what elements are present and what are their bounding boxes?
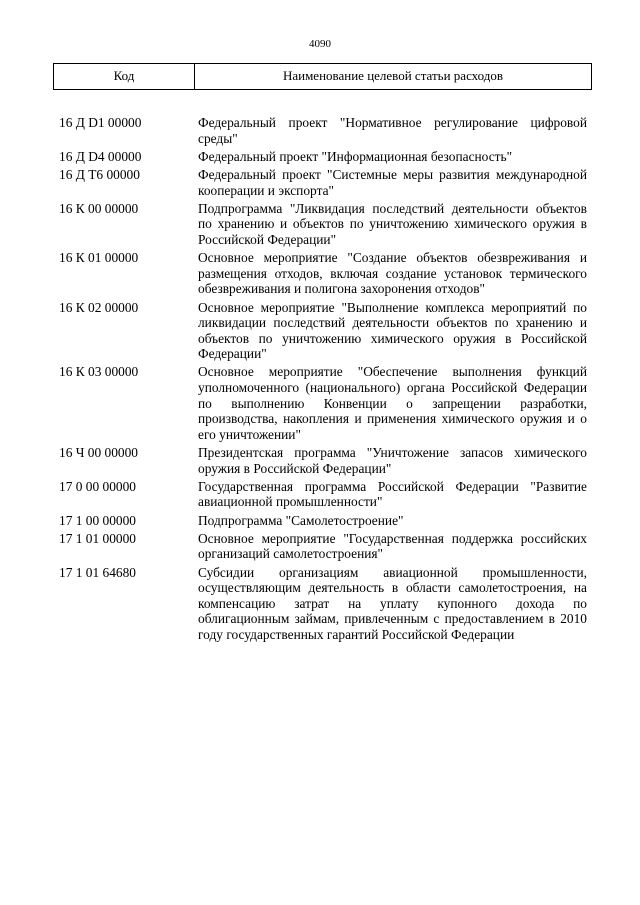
row-code: 16 Д T6 00000 [59, 166, 140, 182]
row-code: 17 1 01 00000 [59, 530, 136, 546]
row-code: 17 0 00 00000 [59, 478, 136, 494]
row-code: 16 Д D4 00000 [59, 148, 142, 164]
row-name: Основное мероприятие "Создание объектов обезвреживания и размещения отходов, включая создание установок термического обезвреживания и полигона захоронения отходов" [198, 250, 587, 297]
row-code: 17 1 01 64680 [59, 564, 136, 580]
row-name: Основное мероприятие "Государственная поддержка российских организаций самолетостроения" [198, 530, 587, 562]
row-name: Федеральный проект "Системные меры развития международной кооперации и экспорта" [198, 166, 587, 198]
row-code: 16 К 02 00000 [59, 299, 139, 315]
table-row [59, 479, 587, 510]
row-name: Субсидии организациям авиационной промышленности, осуществляющим деятельность в области самолетостроения, на компенсацию затрат на уплату купонного дохода по облигационным займам, привлеченным с предоставлением в 2010 году государственных гарантий Российской Федерации [198, 564, 587, 642]
table-row [59, 300, 587, 362]
table-row [59, 531, 587, 562]
row-code: 16 К 01 00000 [59, 250, 139, 266]
row-name: Основное мероприятие "Обеспечение выполнения функций уполномоченного (национального) органа Российской Федерации по выполнению Конвенции о запрещении разработки, производства, накопления и применения химического оружия и о его уничтожении" [198, 364, 587, 442]
table-row [59, 250, 587, 297]
row-name: Президентская программа "Уничтожение запасов химического оружия в Российской Федерации" [198, 445, 587, 476]
row-code: 16 Д D1 00000 [59, 115, 142, 130]
row-name: Государственная программа Российской Федерации "Развитие авиационной промышленности" [198, 478, 587, 510]
table-row [59, 201, 587, 248]
page-number: 4090 [309, 38, 331, 50]
row-name: Федеральный проект "Нормативное регулирование цифровой среды" [198, 115, 587, 146]
row-code: 17 1 00 00000 [59, 512, 136, 528]
table-row [59, 565, 587, 643]
row-code: 16 К 00 00000 [59, 200, 139, 216]
table-row [59, 149, 587, 165]
table-header [53, 63, 592, 90]
row-code: 16 Ч 00 00000 [59, 445, 139, 461]
row-name: Основное мероприятие "Выполнение комплекса мероприятий по ликвидации последствий деятельности объектов по хранению и объектов по уничтожению химического оружия в Российской Федерации" [198, 299, 587, 362]
header-name: Наименование целевой статьи расходов [282, 68, 504, 83]
row-name: Подпрограмма "Ликвидация последствий деятельности объектов по хранению и объектов по уничтожению химического оружия в Российской Федерации" [198, 200, 587, 247]
row-name: Федеральный проект "Информационная безопасность" [198, 148, 513, 164]
row-code: 16 К 03 00000 [59, 364, 139, 380]
table-body [59, 115, 587, 645]
table-row [59, 364, 587, 442]
table-row [59, 513, 587, 529]
table-row [59, 445, 587, 476]
table-row [59, 115, 587, 146]
header-code: Код [54, 64, 195, 89]
row-name: Подпрограмма "Самолетостроение" [198, 512, 404, 528]
table-row [59, 167, 587, 198]
